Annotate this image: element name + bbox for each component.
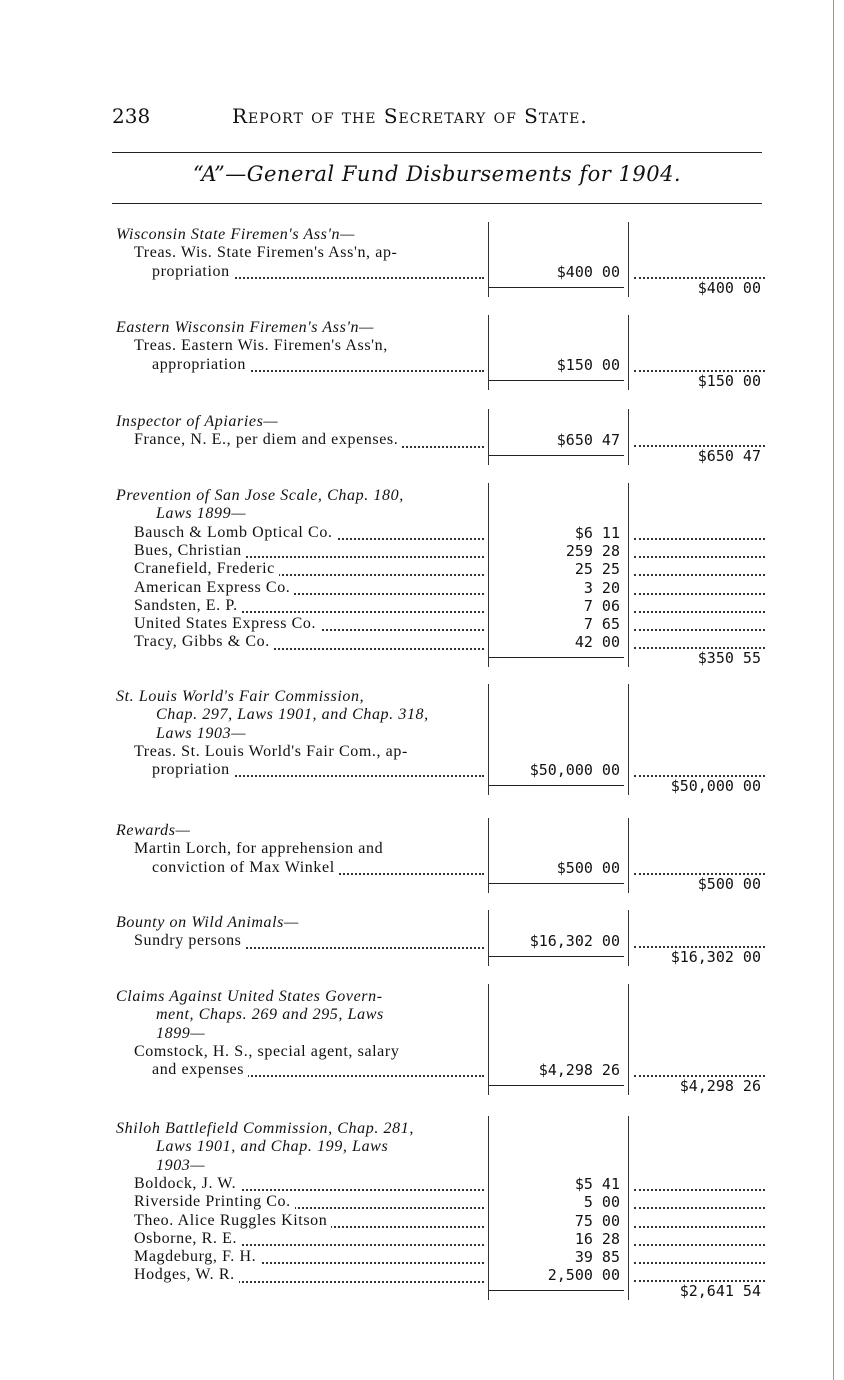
page-header — [112, 104, 762, 132]
section-total: $500 00 — [697, 874, 761, 893]
total-column-leader — [634, 1187, 765, 1191]
entry-description — [152, 263, 484, 281]
entry-text: Cranefield, Frederic — [134, 560, 279, 577]
column-divider — [628, 222, 629, 297]
column-divider — [628, 984, 629, 1095]
section-heading: Inspector of Apiaries— — [116, 413, 279, 430]
entry-text: Treas. St. Louis World's Fair Com., ap- — [134, 742, 408, 760]
entry-text: and expenses — [152, 1061, 248, 1078]
entry-amount: $4,298 26 — [538, 1061, 620, 1080]
entry-amount: $150 00 — [556, 355, 620, 374]
entry-text: Martin Lorch, for apprehension and — [134, 840, 384, 858]
running-title: Report of the Secretary of State. — [232, 104, 588, 128]
section-heading: St. Louis World's Fair Commission, — [116, 688, 365, 705]
entry-amount: 2,500 00 — [547, 1266, 620, 1285]
total-column-leader — [634, 609, 765, 613]
section-heading: Laws 1903— — [156, 724, 247, 742]
total-column-leader — [634, 572, 765, 576]
section-total: $150 00 — [697, 371, 761, 390]
entry-text: Theo. Alice Ruggles Kitson — [134, 1212, 331, 1229]
section-heading: ment, Chaps. 269 and 295, Laws — [156, 1006, 384, 1024]
entry-text: Treas. Wis. State Firemen's Ass'n, ap- — [134, 244, 398, 262]
page-number: 238 — [112, 104, 151, 128]
sum-rule — [488, 956, 624, 957]
entry-text: Bausch & Lomb Optical Co. — [134, 524, 337, 541]
section-heading: Laws 1899— — [156, 505, 247, 523]
entry-description — [152, 1061, 484, 1079]
entry-description — [134, 431, 484, 449]
sum-rule — [488, 287, 624, 288]
entry-text: Osborne, R. E. — [134, 1230, 241, 1247]
column-divider — [628, 818, 629, 893]
entry-description — [134, 1175, 484, 1193]
top-rule — [112, 152, 762, 153]
section-total: $2,641 54 — [679, 1282, 761, 1301]
entry-text: Tracy, Gibbs & Co. — [134, 633, 274, 650]
section-total: $650 47 — [697, 447, 761, 466]
entry-description — [134, 542, 484, 560]
subtitle-rule — [112, 203, 762, 204]
sum-rule — [488, 657, 624, 658]
total-column-leader — [634, 627, 765, 631]
entry-text: Boldock, J. W. — [134, 1175, 240, 1192]
column-divider — [488, 483, 489, 667]
entry-text: Riverside Printing Co. — [134, 1193, 295, 1210]
column-divider — [628, 1116, 629, 1300]
page-edge-line — [833, 0, 834, 1380]
section-total: $350 55 — [697, 649, 761, 668]
column-divider — [628, 684, 629, 795]
entry-text: American Express Co. — [134, 579, 294, 596]
entry-description — [134, 633, 484, 651]
entry-text: Comstock, H. S., special agent, salary — [134, 1042, 400, 1060]
total-column-leader — [634, 554, 765, 558]
column-divider — [628, 409, 629, 465]
column-divider — [628, 483, 629, 667]
section-heading: Rewards— — [116, 822, 191, 839]
section-total: $50,000 00 — [670, 777, 761, 796]
sum-rule — [488, 1290, 624, 1291]
entry-text: United States Express Co. — [134, 615, 320, 632]
entry-text: appropriation — [152, 356, 250, 373]
column-divider — [628, 910, 629, 966]
entry-amount: $5 41 — [574, 1174, 620, 1193]
entry-text: Bues, Christian — [134, 542, 246, 559]
entry-description — [134, 1193, 484, 1211]
sum-rule — [488, 455, 624, 456]
entry-amount: $500 00 — [556, 858, 620, 877]
entry-text: propriation — [152, 263, 234, 280]
section-total: $400 00 — [697, 278, 761, 297]
entry-description — [152, 761, 484, 779]
entry-text: Sundry persons — [134, 932, 246, 949]
section-heading: Prevention of San Jose Scale, Chap. 180, — [116, 487, 404, 504]
entry-description — [134, 1248, 484, 1266]
section-heading: Claims Against United States Govern- — [116, 988, 383, 1005]
entry-description — [152, 356, 484, 374]
entry-amount: 75 00 — [574, 1211, 620, 1230]
entry-amount: 259 28 — [565, 541, 620, 560]
section-heading: Laws 1901, and Chap. 199, Laws — [156, 1138, 389, 1156]
total-column-leader — [634, 1224, 765, 1228]
entry-text: Magdeburg, F. H. — [134, 1248, 260, 1265]
entry-description — [134, 932, 484, 950]
entry-description — [134, 524, 484, 542]
sum-rule — [488, 883, 624, 884]
section-heading: Chap. 297, Laws 1901, and Chap. 318, — [156, 706, 429, 724]
column-divider — [488, 1116, 489, 1300]
section-total: $4,298 26 — [679, 1077, 761, 1096]
section-heading: 1903— — [156, 1156, 206, 1174]
entry-amount: 39 85 — [574, 1248, 620, 1267]
column-divider — [488, 818, 489, 893]
entry-description — [134, 1212, 484, 1230]
entry-amount: $6 11 — [574, 523, 620, 542]
entry-amount: $650 47 — [556, 431, 620, 450]
entry-description — [134, 560, 484, 578]
total-column-leader — [634, 1205, 765, 1209]
total-column-leader — [634, 1260, 765, 1264]
section-heading: Bounty on Wild Animals— — [116, 914, 299, 931]
entry-amount: 25 25 — [574, 560, 620, 579]
section-heading: Wisconsin State Firemen's Ass'n— — [116, 226, 355, 243]
entry-text: Treas. Eastern Wis. Firemen's Ass'n, — [134, 337, 388, 355]
table-subtitle: “A”—General Fund Disbursements for 1904. — [192, 162, 682, 186]
entry-description — [134, 597, 484, 615]
entry-amount: 16 28 — [574, 1229, 620, 1248]
entry-description — [134, 1266, 484, 1284]
entry-amount: $16,302 00 — [529, 932, 620, 951]
column-divider — [488, 409, 489, 465]
entry-amount: $400 00 — [556, 262, 620, 281]
column-divider — [488, 984, 489, 1095]
section-heading: 1899— — [156, 1024, 206, 1042]
section-heading: Eastern Wisconsin Firemen's Ass'n— — [116, 319, 374, 336]
entry-amount: 7 06 — [583, 596, 620, 615]
sum-rule — [488, 785, 624, 786]
total-column-leader — [634, 1242, 765, 1246]
sum-rule — [488, 1085, 624, 1086]
entry-description — [134, 615, 484, 633]
entry-text: conviction of Max Winkel — [152, 859, 339, 876]
entry-amount: 7 65 — [583, 615, 620, 634]
section-heading: Shiloh Battlefield Commission, Chap. 281, — [116, 1120, 414, 1137]
section-total: $16,302 00 — [670, 948, 761, 967]
entry-description — [134, 579, 484, 597]
sum-rule — [488, 380, 624, 381]
column-divider — [488, 910, 489, 966]
total-column-leader — [634, 591, 765, 595]
entry-amount: $50,000 00 — [529, 761, 620, 780]
entry-amount: 5 00 — [583, 1193, 620, 1212]
column-divider — [488, 315, 489, 390]
entry-text: Sandsten, E. P. — [134, 597, 242, 614]
entry-text: France, N. E., per diem and expenses. — [134, 431, 402, 448]
total-column-leader — [634, 536, 765, 540]
entry-description — [152, 859, 484, 877]
entry-amount: 3 20 — [583, 578, 620, 597]
column-divider — [488, 222, 489, 297]
entry-amount: 42 00 — [574, 633, 620, 652]
entry-text: propriation — [152, 761, 234, 778]
column-divider — [488, 684, 489, 795]
entry-text: Hodges, W. R. — [134, 1266, 239, 1283]
column-divider — [628, 315, 629, 390]
entry-description — [134, 1230, 484, 1248]
